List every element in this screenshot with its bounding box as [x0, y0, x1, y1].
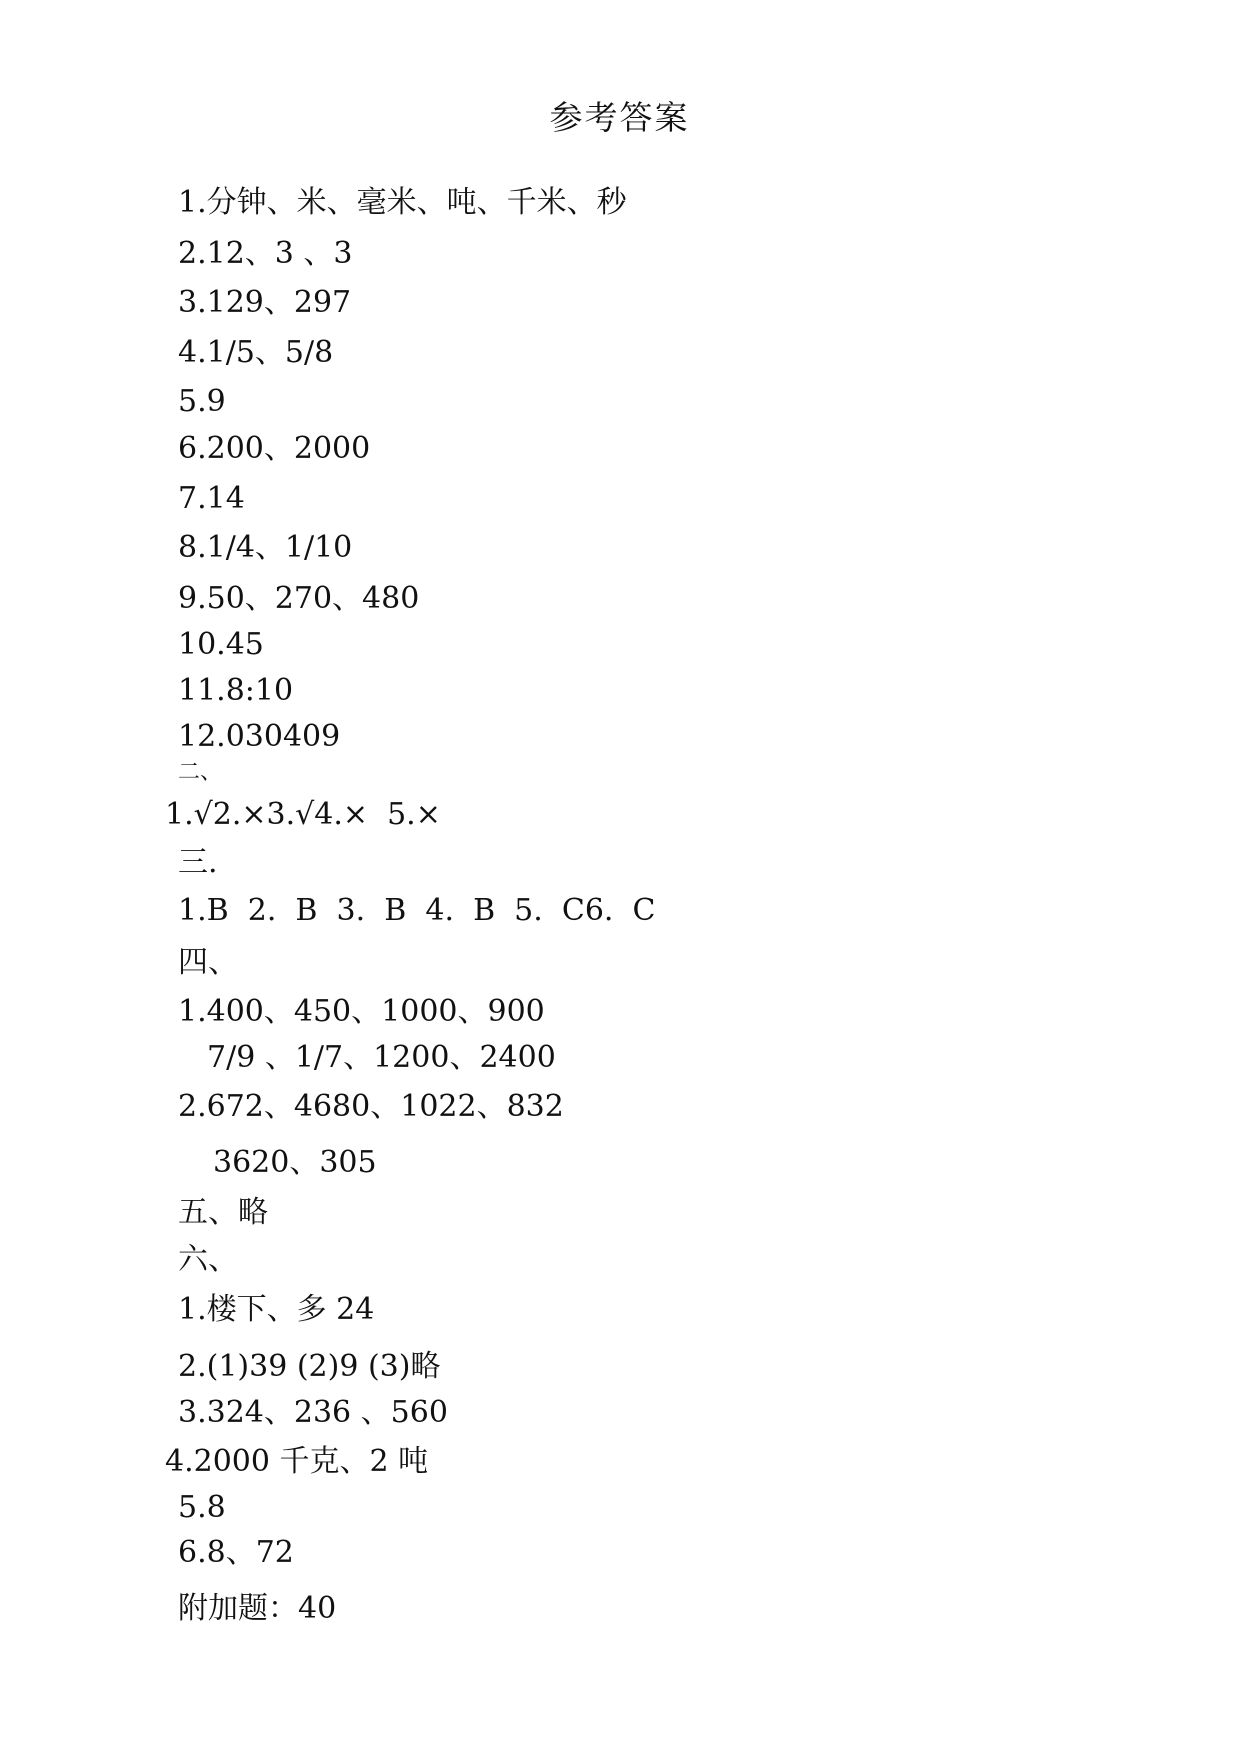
- section-five: 五、略: [178, 1195, 268, 1230]
- answer-line-1-9: 9.50、270、480: [178, 581, 420, 616]
- answer-line-1-5: 5.9: [178, 384, 226, 419]
- section-six-line-4: 4.2000 千克、2 吨: [165, 1444, 429, 1479]
- section-four-line-2: 2.672、4680、1022、832: [178, 1089, 564, 1124]
- answer-line-1-4: 4.1/5、5/8: [178, 335, 334, 370]
- section-three-heading: 三.: [178, 845, 218, 880]
- section-four-line-2-cont: 3620、305: [213, 1145, 377, 1180]
- section-six-heading: 六、: [178, 1242, 238, 1277]
- section-four-heading: 四、: [178, 945, 238, 980]
- answer-line-1-6: 6.200、2000: [178, 431, 371, 466]
- answer-line-1-10: 10.45: [178, 627, 264, 662]
- section-six-line-6: 6.8、72: [178, 1535, 294, 1570]
- section-four-line-1: 1.400、450、1000、900: [178, 994, 545, 1029]
- page-title: 参考答案: [549, 98, 690, 137]
- section-six-line-5: 5.8: [178, 1490, 226, 1525]
- section-two-heading: 二、: [178, 760, 223, 785]
- section-two-answers: 1.√2.×3.√4.× 5.×: [165, 797, 441, 832]
- answer-line-1-3: 3.129、297: [178, 285, 352, 320]
- section-six-line-1: 1.楼下、多 24: [178, 1292, 375, 1327]
- section-six-line-3: 3.324、236 、560: [178, 1395, 448, 1430]
- answer-line-1-8: 8.1/4、1/10: [178, 530, 353, 565]
- answer-line-1-11: 11.8:10: [178, 673, 294, 708]
- answer-line-1-12: 12.030409: [178, 719, 341, 754]
- section-three-answers: 1.B 2. B 3. B 4. B 5. C6. C: [178, 893, 656, 928]
- bonus-question: 附加题：40: [178, 1591, 337, 1626]
- answer-line-1-1: 1.分钟、米、毫米、吨、千米、秒: [178, 185, 627, 220]
- section-six-line-2: 2.(1)39 (2)9 (3)略: [178, 1349, 441, 1384]
- section-four-line-1-cont: 7/9 、1/7、1200、2400: [207, 1040, 556, 1075]
- answer-line-1-7: 7.14: [178, 481, 245, 516]
- answer-line-1-2: 2.12、3 、3: [178, 236, 353, 271]
